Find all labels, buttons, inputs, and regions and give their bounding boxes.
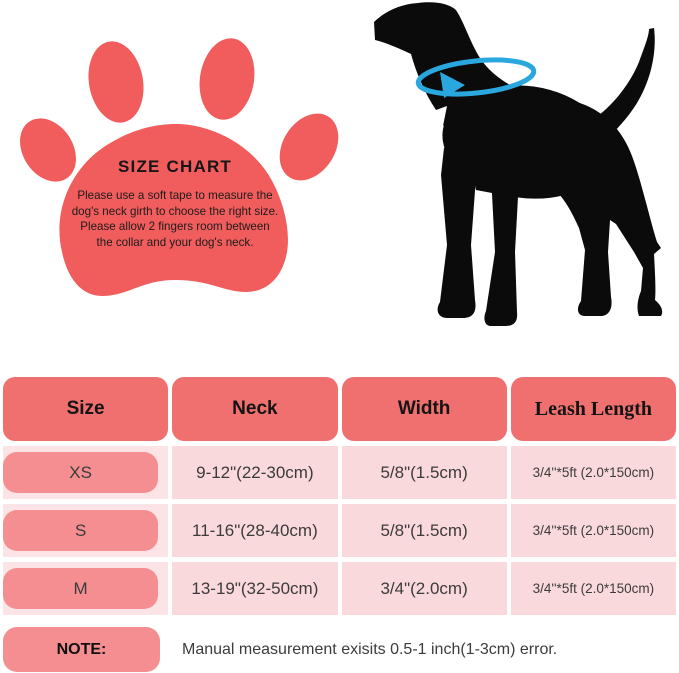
- size-table: [0, 377, 679, 615]
- table-row-m-neck-cell: 13-19"(32-50cm): [172, 562, 337, 615]
- table-row-m-size-cell: [3, 562, 168, 615]
- size-chart-title: SIZE CHART: [118, 157, 232, 176]
- table-row-s-width-cell: 5/8"(1.5cm): [342, 504, 507, 557]
- table-row-xs-size-cell: [3, 446, 168, 499]
- note-text: Manual measurement exisits 0.5-1 inch(1-3cm) error.: [182, 640, 558, 658]
- size-pill-m: M: [3, 568, 158, 609]
- col-header-leash-length: Leash Length: [511, 377, 676, 441]
- size-pill-s: S: [3, 510, 158, 551]
- col-header-width: Width: [342, 377, 507, 441]
- table-row-xs-width-cell: 5/8"(1.5cm): [342, 446, 507, 499]
- table-row-s-neck-cell: 11-16"(28-40cm): [172, 504, 337, 557]
- col-header-size: Size: [3, 377, 168, 441]
- table-row-m-leash-cell: 3/4''*5ft (2.0*150cm): [511, 562, 676, 615]
- instruction-line-1: Please use a soft tape to measure the: [77, 189, 273, 202]
- size-pill-xs: XS: [3, 452, 158, 493]
- table-row-m-width-cell: 3/4"(2.0cm): [342, 562, 507, 615]
- table-row-xs-neck-cell: 9-12"(22-30cm): [172, 446, 337, 499]
- table-row-s-size-cell: [3, 504, 168, 557]
- instruction-line-3: Please allow 2 fingers room between: [80, 220, 270, 234]
- dog-silhouette: [358, 0, 679, 335]
- instruction-line-2: dog's neck girth to choose the right size.: [71, 204, 279, 218]
- note-row: [3, 627, 676, 672]
- instruction-line-4: the collar and your dog's neck.: [96, 235, 254, 249]
- col-header-neck: Neck: [172, 377, 337, 441]
- table-row-s-leash-cell: 3/4''*5ft (2.0*150cm): [511, 504, 676, 557]
- table-row-xs-leash-cell: 3/4''*5ft (2.0*150cm): [511, 446, 676, 499]
- note-label: NOTE:: [3, 627, 160, 672]
- paw-text-block: [57, 157, 293, 250]
- measuring-instructions: [57, 188, 293, 250]
